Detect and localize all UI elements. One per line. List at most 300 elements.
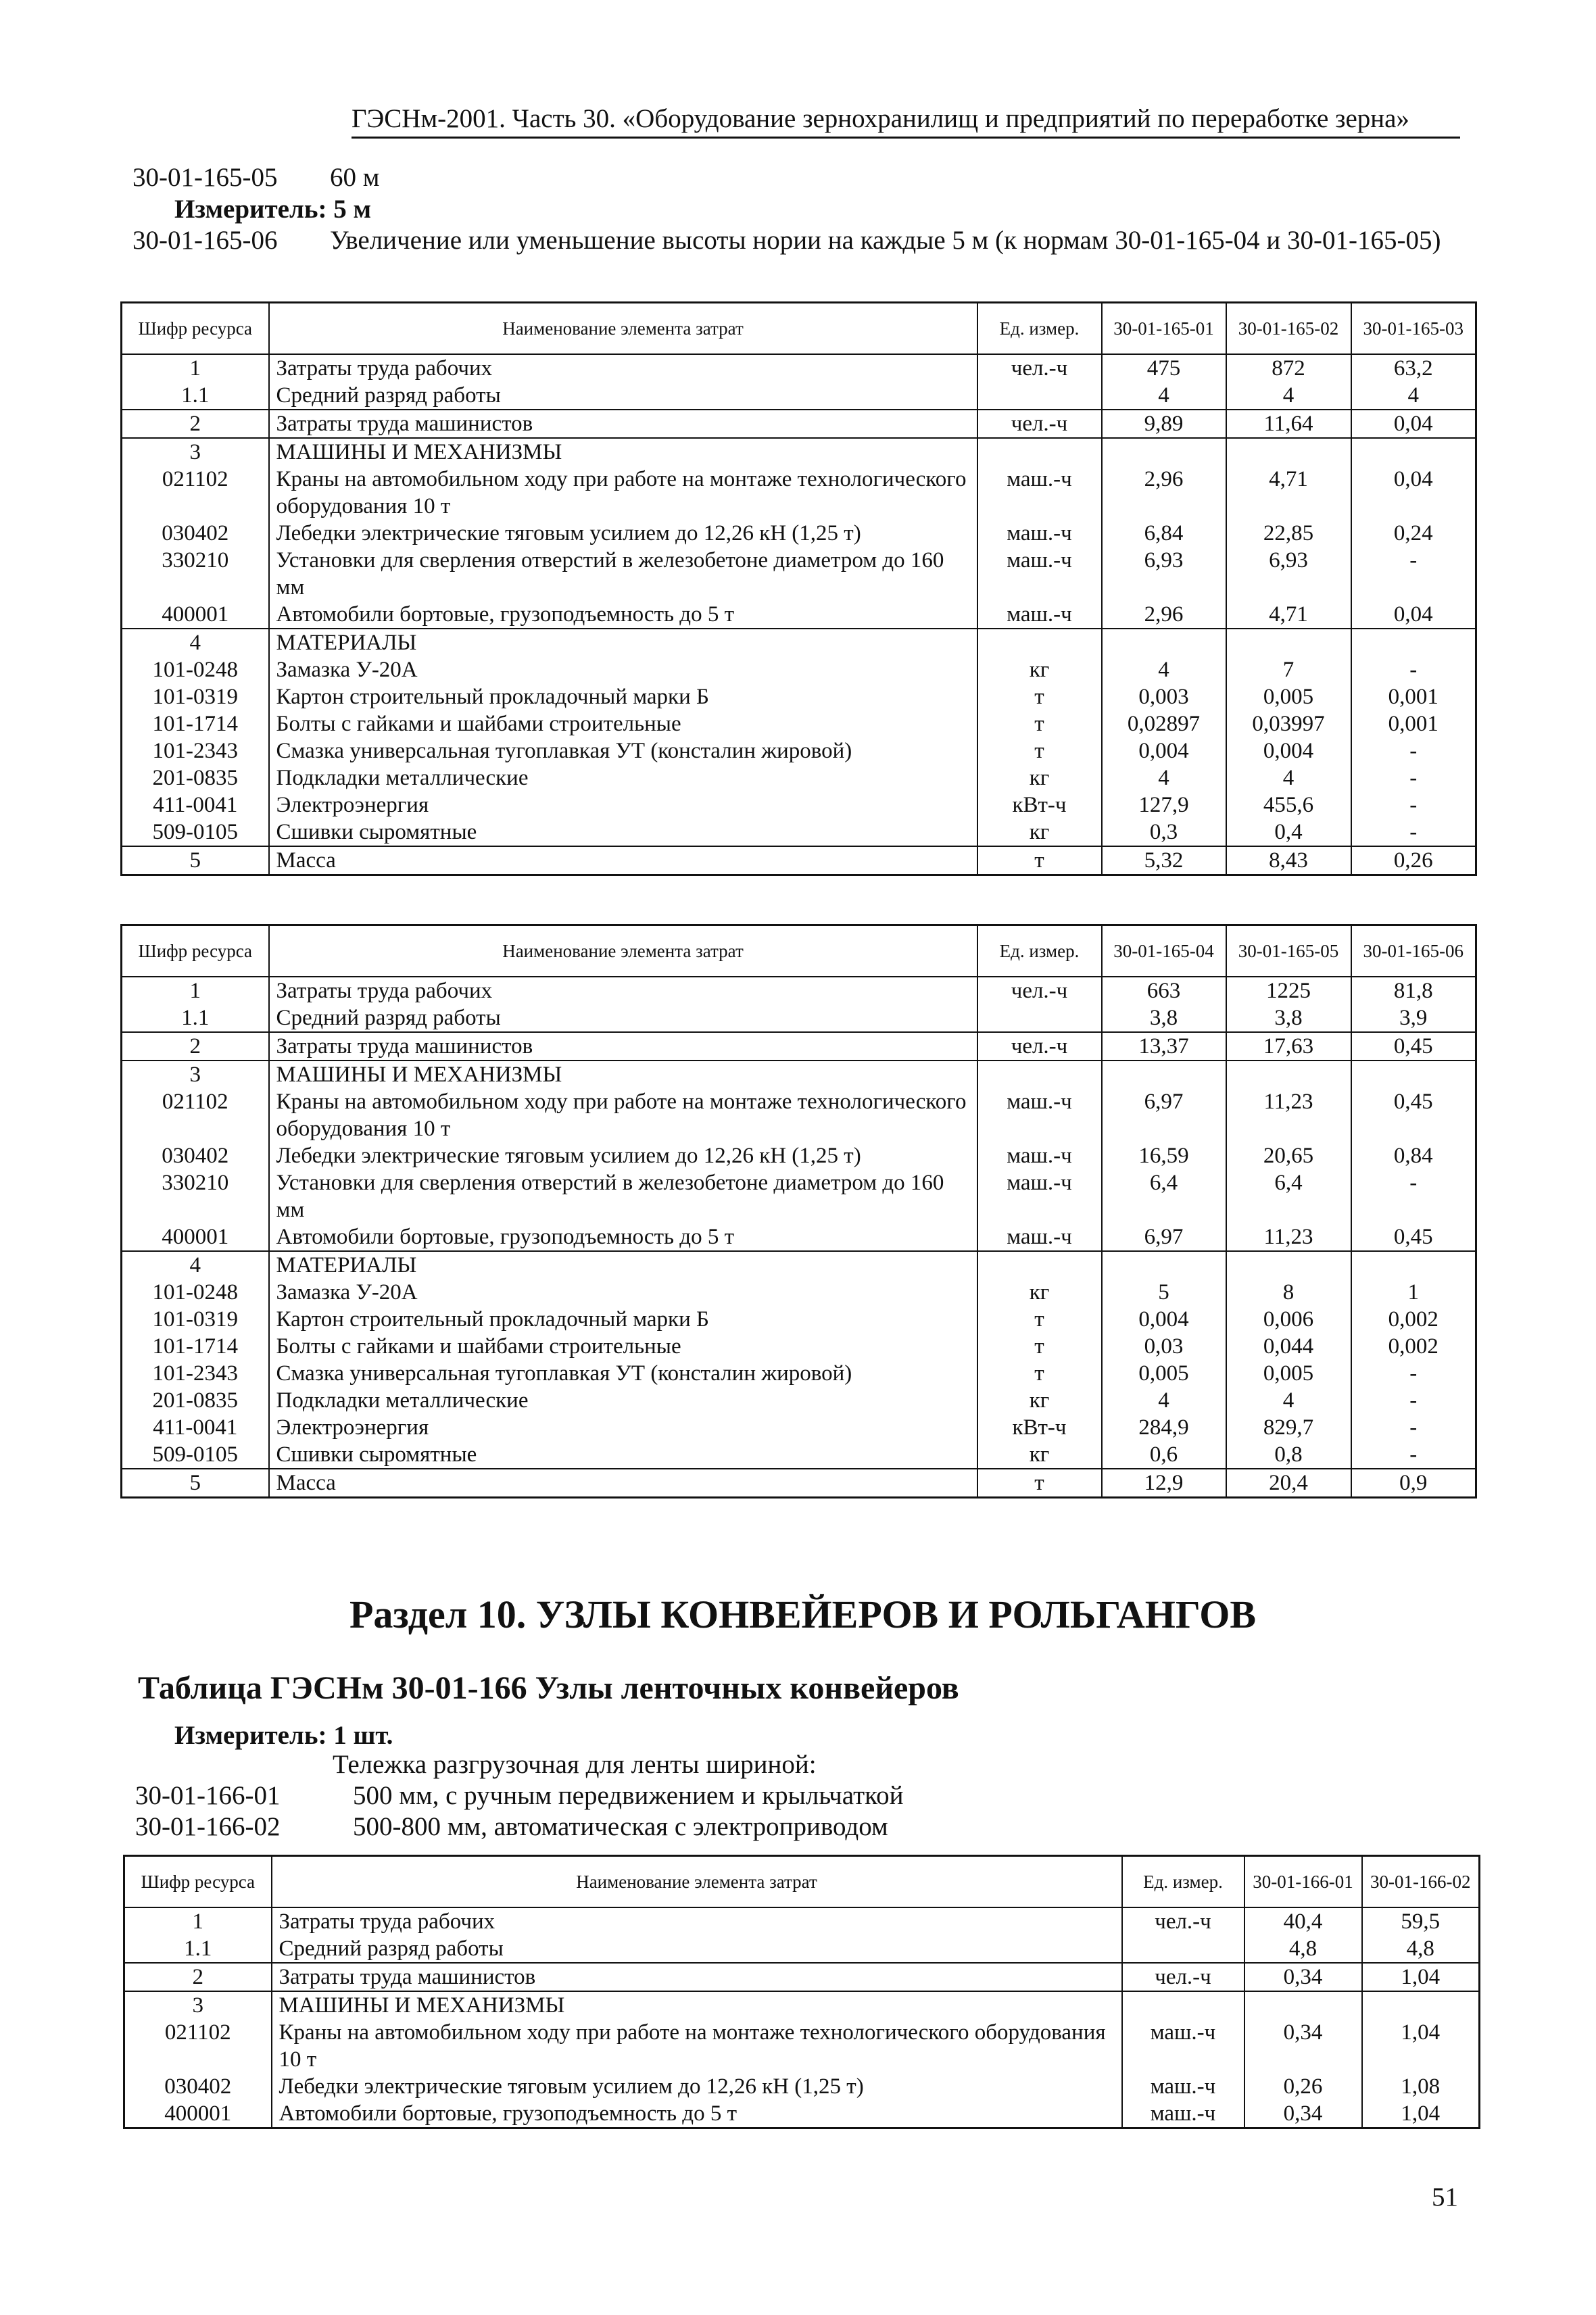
table-row xyxy=(122,601,1476,629)
cell-code: 509-0105 xyxy=(122,819,269,846)
cell-unit xyxy=(977,629,1102,656)
cell-value: 6,4 xyxy=(1102,1169,1226,1223)
cell-name: Затраты труда машинистов xyxy=(272,1963,1122,1991)
table-row xyxy=(122,438,1476,466)
table-row xyxy=(124,1907,1480,1935)
norm-code-166-01: 30-01-166-01 xyxy=(135,1781,281,1810)
cell-value: 6,4 xyxy=(1226,1169,1351,1223)
cell-value: 1 xyxy=(1351,1279,1476,1306)
cell-name: Автомобили бортовые, грузоподъемность до 5 т xyxy=(269,1223,977,1251)
meter-label: Измеритель: 5 м xyxy=(174,195,372,224)
cell-code: 400001 xyxy=(124,2100,272,2128)
cell-value xyxy=(1102,1251,1226,1279)
cell-value: 0,04 xyxy=(1351,466,1476,520)
cell-value xyxy=(1351,438,1476,466)
cell-name: Сшивки сыромятные xyxy=(269,1441,977,1469)
cell-value: 0,005 xyxy=(1226,683,1351,710)
table-row xyxy=(124,1991,1480,2019)
cell-name: Автомобили бортовые, грузоподъемность до 5 т xyxy=(269,601,977,629)
table-row xyxy=(122,520,1476,547)
cell-name: Автомобили бортовые, грузоподъемность до 5 т xyxy=(272,2100,1122,2128)
col-header-code: Шифр ресурса xyxy=(122,925,269,977)
col-header-norm: 30-01-165-02 xyxy=(1226,303,1351,354)
cell-name: МАТЕРИАЛЫ xyxy=(269,629,977,656)
cell-name: Средний разряд работы xyxy=(272,1935,1122,1963)
cell-value: 4 xyxy=(1102,382,1226,410)
col-header-norm: 30-01-166-01 xyxy=(1244,1856,1362,1907)
cell-name: Замазка У-20А xyxy=(269,656,977,683)
cell-name: Затраты труда машинистов xyxy=(269,1032,977,1061)
cell-code: 101-1714 xyxy=(122,710,269,737)
cell-unit: т xyxy=(977,846,1102,875)
cell-value: 1,04 xyxy=(1362,2100,1480,2128)
cell-value: - xyxy=(1351,764,1476,791)
table-row xyxy=(122,629,1476,656)
cell-code: 101-0319 xyxy=(122,1306,269,1333)
cell-code: 021102 xyxy=(124,2019,272,2073)
cell-name: МАШИНЫ И МЕХАНИЗМЫ xyxy=(269,1061,977,1088)
cell-value: 475 xyxy=(1102,354,1226,382)
table-row xyxy=(122,1441,1476,1469)
cell-value: 20,4 xyxy=(1226,1469,1351,1498)
table-row xyxy=(122,737,1476,764)
cell-unit xyxy=(1122,1991,1244,2019)
norm-desc-05: 60 м xyxy=(330,163,380,192)
cell-name: Средний разряд работы xyxy=(269,382,977,410)
cell-value: 0,04 xyxy=(1351,410,1476,438)
table-row xyxy=(122,1333,1476,1360)
cell-code: 101-0248 xyxy=(122,1279,269,1306)
cell-unit: кг xyxy=(977,764,1102,791)
cell-code: 021102 xyxy=(122,1088,269,1142)
cell-value: - xyxy=(1351,1360,1476,1387)
norm-desc-166-01: 500 мм, с ручным передвижением и крыльчаткой xyxy=(353,1781,904,1810)
cell-value: 0,4 xyxy=(1226,819,1351,846)
cell-value: - xyxy=(1351,1414,1476,1441)
cell-name: Затраты труда рабочих xyxy=(272,1907,1122,1935)
cell-value: 829,7 xyxy=(1226,1414,1351,1441)
cell-value: 13,37 xyxy=(1102,1032,1226,1061)
cell-code: 030402 xyxy=(122,520,269,547)
cell-value: 284,9 xyxy=(1102,1414,1226,1441)
cell-value: 0,003 xyxy=(1102,683,1226,710)
cell-value: 7 xyxy=(1226,656,1351,683)
cell-name: Лебедки электрические тяговым усилием до 12,26 кН (1,25 т) xyxy=(272,2073,1122,2100)
cell-unit: маш.-ч xyxy=(977,1169,1102,1223)
table-row xyxy=(122,846,1476,875)
cell-value: 0,34 xyxy=(1244,2019,1362,2073)
table-row xyxy=(122,410,1476,438)
cell-value: 127,9 xyxy=(1102,791,1226,819)
table-row xyxy=(122,791,1476,819)
cell-value: - xyxy=(1351,1441,1476,1469)
cell-value xyxy=(1102,1061,1226,1088)
col-header-name: Наименование элемента затрат xyxy=(269,925,977,977)
cell-unit: чел.-ч xyxy=(977,354,1102,382)
cell-value xyxy=(1102,629,1226,656)
cell-value xyxy=(1102,438,1226,466)
cell-code: 3 xyxy=(122,438,269,466)
cell-unit: маш.-ч xyxy=(977,1223,1102,1251)
cell-name: Картон строительный прокладочный марки Б xyxy=(269,683,977,710)
cell-value: 4 xyxy=(1226,1387,1351,1414)
cell-value: 0,26 xyxy=(1244,2073,1362,2100)
cell-value: 3,9 xyxy=(1351,1004,1476,1032)
cell-unit: маш.-ч xyxy=(977,601,1102,629)
cell-value: 11,23 xyxy=(1226,1088,1351,1142)
cell-name: Средний разряд работы xyxy=(269,1004,977,1032)
cell-value: 455,6 xyxy=(1226,791,1351,819)
cell-unit: кВт-ч xyxy=(977,1414,1102,1441)
cell-code: 1 xyxy=(122,354,269,382)
cell-value: 0,45 xyxy=(1351,1088,1476,1142)
table-row xyxy=(124,1963,1480,1991)
cell-unit: кг xyxy=(977,1387,1102,1414)
cell-name: Краны на автомобильном ходу при работе на монтаже технологического оборудования 10 т xyxy=(269,466,977,520)
cell-unit: чел.-ч xyxy=(1122,1963,1244,1991)
norm-desc-166-02: 500-800 мм, автоматическая с электроприводом xyxy=(353,1812,888,1841)
cell-code: 030402 xyxy=(124,2073,272,2100)
table-row xyxy=(122,466,1476,520)
table-row xyxy=(122,1469,1476,1498)
cell-value: 0,6 xyxy=(1102,1441,1226,1469)
col-header-unit: Ед. измер. xyxy=(977,925,1102,977)
cell-code: 101-2343 xyxy=(122,1360,269,1387)
table-row xyxy=(122,1169,1476,1223)
cell-code: 1.1 xyxy=(122,382,269,410)
cell-value: 2,96 xyxy=(1102,466,1226,520)
cell-code: 101-2343 xyxy=(122,737,269,764)
cell-name: Подкладки металлические xyxy=(269,1387,977,1414)
cell-code: 400001 xyxy=(122,601,269,629)
cell-name: Краны на автомобильном ходу при работе на монтаже технологического оборудования 10 т xyxy=(272,2019,1122,2073)
cell-value: 4,8 xyxy=(1244,1935,1362,1963)
cell-name: Установки для сверления отверстий в железобетоне диаметром до 160 мм xyxy=(269,547,977,601)
cell-value: 0,004 xyxy=(1102,737,1226,764)
cell-unit: т xyxy=(977,1469,1102,1498)
cell-value xyxy=(1226,438,1351,466)
page-header: ГЭСНм-2001. Часть 30. «Оборудование зернохранилищ и предприятий по переработке зерна» xyxy=(352,103,1460,139)
table-row xyxy=(122,354,1476,382)
cell-value: 0,001 xyxy=(1351,710,1476,737)
col-header-norm: 30-01-166-02 xyxy=(1362,1856,1480,1907)
cell-unit: кВт-ч xyxy=(977,791,1102,819)
table-row xyxy=(122,1088,1476,1142)
table-row xyxy=(124,1935,1480,1963)
cell-code: 1.1 xyxy=(124,1935,272,1963)
table-row xyxy=(122,547,1476,601)
cell-value xyxy=(1244,1991,1362,2019)
resource-table-3 xyxy=(123,1855,1480,2129)
cell-value: 0,9 xyxy=(1351,1469,1476,1498)
cell-value: 1,04 xyxy=(1362,1963,1480,1991)
cell-unit: т xyxy=(977,1306,1102,1333)
cell-value: 6,97 xyxy=(1102,1223,1226,1251)
cell-name: Затраты труда рабочих xyxy=(269,354,977,382)
table-row xyxy=(122,1360,1476,1387)
cell-value: 0,45 xyxy=(1351,1223,1476,1251)
cell-value: 0,005 xyxy=(1102,1360,1226,1387)
cell-value: 5 xyxy=(1102,1279,1226,1306)
cell-name: Подкладки металлические xyxy=(269,764,977,791)
cell-value: 4 xyxy=(1226,764,1351,791)
cell-value: 0,24 xyxy=(1351,520,1476,547)
cell-value: 0,3 xyxy=(1102,819,1226,846)
cell-unit: маш.-ч xyxy=(977,520,1102,547)
cell-name: Болты с гайками и шайбами строительные xyxy=(269,1333,977,1360)
table-row xyxy=(122,977,1476,1004)
cell-unit xyxy=(977,438,1102,466)
cell-value xyxy=(1351,629,1476,656)
cell-value: 9,89 xyxy=(1102,410,1226,438)
col-header-norm: 30-01-165-04 xyxy=(1102,925,1226,977)
cell-name: Лебедки электрические тяговым усилием до 12,26 кН (1,25 т) xyxy=(269,1142,977,1169)
cell-name: Затраты труда рабочих xyxy=(269,977,977,1004)
cell-value: 81,8 xyxy=(1351,977,1476,1004)
cell-name: Краны на автомобильном ходу при работе на монтаже технологического оборудования 10 т xyxy=(269,1088,977,1142)
subtitle-166: Тележка разгрузочная для ленты шириной: xyxy=(333,1750,817,1779)
table-row xyxy=(122,1279,1476,1306)
cell-unit: маш.-ч xyxy=(977,1142,1102,1169)
cell-value: 0,006 xyxy=(1226,1306,1351,1333)
cell-value: 16,59 xyxy=(1102,1142,1226,1169)
cell-unit: кг xyxy=(977,656,1102,683)
table-row xyxy=(122,764,1476,791)
cell-value: 59,5 xyxy=(1362,1907,1480,1935)
cell-unit xyxy=(977,1061,1102,1088)
cell-name: МАТЕРИАЛЫ xyxy=(269,1251,977,1279)
cell-value: 0,45 xyxy=(1351,1032,1476,1061)
cell-value: 4 xyxy=(1102,1387,1226,1414)
cell-value: 6,97 xyxy=(1102,1088,1226,1142)
cell-code: 2 xyxy=(122,410,269,438)
cell-value: 8,43 xyxy=(1226,846,1351,875)
cell-value: - xyxy=(1351,737,1476,764)
cell-value: 63,2 xyxy=(1351,354,1476,382)
cell-unit: чел.-ч xyxy=(977,977,1102,1004)
cell-name: Смазка универсальная тугоплавкая УТ (консталин жировой) xyxy=(269,737,977,764)
cell-code: 5 xyxy=(122,846,269,875)
cell-value: - xyxy=(1351,1169,1476,1223)
table-row xyxy=(124,2100,1480,2128)
table-row xyxy=(122,656,1476,683)
cell-unit: маш.-ч xyxy=(977,466,1102,520)
cell-value: 0,02897 xyxy=(1102,710,1226,737)
cell-value: 8 xyxy=(1226,1279,1351,1306)
table-row xyxy=(122,1142,1476,1169)
cell-code: 1 xyxy=(124,1907,272,1935)
cell-unit xyxy=(977,1004,1102,1032)
cell-value: 0,001 xyxy=(1351,683,1476,710)
table-row xyxy=(122,1414,1476,1441)
cell-value xyxy=(1351,1061,1476,1088)
cell-unit: т xyxy=(977,1360,1102,1387)
cell-value: 1225 xyxy=(1226,977,1351,1004)
cell-code: 201-0835 xyxy=(122,1387,269,1414)
table-row xyxy=(122,683,1476,710)
norm-desc-06: Увеличение или уменьшение высоты нории на каждые 5 м (к нормам 30-01-165-04 и 30-01-165-05) xyxy=(330,226,1441,255)
cell-value: 22,85 xyxy=(1226,520,1351,547)
resource-table-1 xyxy=(120,301,1477,876)
cell-unit: чел.-ч xyxy=(1122,1907,1244,1935)
norm-code-166-02: 30-01-166-02 xyxy=(135,1812,281,1841)
cell-code: 101-0319 xyxy=(122,683,269,710)
cell-value: 0,84 xyxy=(1351,1142,1476,1169)
cell-unit: маш.-ч xyxy=(977,547,1102,601)
col-header-unit: Ед. измер. xyxy=(1122,1856,1244,1907)
cell-code: 411-0041 xyxy=(122,791,269,819)
table-row xyxy=(122,1004,1476,1032)
col-header-unit: Ед. измер. xyxy=(977,303,1102,354)
cell-value: 40,4 xyxy=(1244,1907,1362,1935)
cell-name: Масса xyxy=(269,1469,977,1498)
col-header-norm: 30-01-165-03 xyxy=(1351,303,1476,354)
meter-label-166: Измеритель: 1 шт. xyxy=(174,1721,393,1750)
col-header-norm: 30-01-165-06 xyxy=(1351,925,1476,977)
cell-unit: кг xyxy=(977,819,1102,846)
cell-value: 4 xyxy=(1102,656,1226,683)
cell-value: 3,8 xyxy=(1102,1004,1226,1032)
cell-value: 4 xyxy=(1226,382,1351,410)
cell-unit: кг xyxy=(977,1441,1102,1469)
col-header-norm: 30-01-165-01 xyxy=(1102,303,1226,354)
cell-value xyxy=(1226,1251,1351,1279)
col-header-name: Наименование элемента затрат xyxy=(269,303,977,354)
cell-name: Сшивки сыромятные xyxy=(269,819,977,846)
cell-value: 872 xyxy=(1226,354,1351,382)
cell-unit: маш.-ч xyxy=(1122,2100,1244,2128)
cell-value: 0,8 xyxy=(1226,1441,1351,1469)
cell-value: 1,04 xyxy=(1362,2019,1480,2073)
cell-name: Электроэнергия xyxy=(269,1414,977,1441)
cell-name: Болты с гайками и шайбами строительные xyxy=(269,710,977,737)
cell-code: 030402 xyxy=(122,1142,269,1169)
cell-value: 0,04 xyxy=(1351,601,1476,629)
cell-value: 20,65 xyxy=(1226,1142,1351,1169)
cell-value: 4,71 xyxy=(1226,466,1351,520)
page-number: 51 xyxy=(1432,2183,1458,2212)
cell-unit: маш.-ч xyxy=(1122,2019,1244,2073)
cell-name: МАШИНЫ И МЕХАНИЗМЫ xyxy=(269,438,977,466)
table-row xyxy=(122,382,1476,410)
cell-code: 5 xyxy=(122,1469,269,1498)
cell-value: - xyxy=(1351,1387,1476,1414)
cell-code: 101-0248 xyxy=(122,656,269,683)
col-header-norm: 30-01-165-05 xyxy=(1226,925,1351,977)
cell-value: - xyxy=(1351,791,1476,819)
cell-value: 1,08 xyxy=(1362,2073,1480,2100)
cell-name: Картон строительный прокладочный марки Б xyxy=(269,1306,977,1333)
table-row xyxy=(122,1387,1476,1414)
col-header-code: Шифр ресурса xyxy=(122,303,269,354)
table-row xyxy=(122,819,1476,846)
cell-unit: чел.-ч xyxy=(977,410,1102,438)
cell-unit: т xyxy=(977,683,1102,710)
cell-unit: маш.-ч xyxy=(1122,2073,1244,2100)
cell-code: 509-0105 xyxy=(122,1441,269,1469)
cell-code: 330210 xyxy=(122,547,269,601)
cell-unit xyxy=(977,382,1102,410)
cell-value xyxy=(1226,629,1351,656)
cell-code: 101-1714 xyxy=(122,1333,269,1360)
cell-value: 11,23 xyxy=(1226,1223,1351,1251)
cell-value: 4 xyxy=(1351,382,1476,410)
cell-value xyxy=(1226,1061,1351,1088)
col-header-code: Шифр ресурса xyxy=(124,1856,272,1907)
cell-value: 0,044 xyxy=(1226,1333,1351,1360)
cell-name: МАШИНЫ И МЕХАНИЗМЫ xyxy=(272,1991,1122,2019)
cell-name: Масса xyxy=(269,846,977,875)
cell-value: 6,93 xyxy=(1102,547,1226,601)
norm-code-05: 30-01-165-05 xyxy=(132,163,278,192)
cell-unit: маш.-ч xyxy=(977,1088,1102,1142)
cell-value: 0,004 xyxy=(1226,737,1351,764)
cell-value: 2,96 xyxy=(1102,601,1226,629)
table-title: Таблица ГЭСНм 30-01-166 Узлы ленточных конвейеров xyxy=(138,1670,959,1706)
cell-value xyxy=(1351,1251,1476,1279)
cell-value: 11,64 xyxy=(1226,410,1351,438)
table-row xyxy=(122,1223,1476,1251)
cell-code: 411-0041 xyxy=(122,1414,269,1441)
table-row xyxy=(124,2019,1480,2073)
cell-unit: чел.-ч xyxy=(977,1032,1102,1061)
cell-value: 0,34 xyxy=(1244,1963,1362,1991)
cell-code: 1 xyxy=(122,977,269,1004)
cell-value: 3,8 xyxy=(1226,1004,1351,1032)
cell-code: 4 xyxy=(122,1251,269,1279)
cell-value: 5,32 xyxy=(1102,846,1226,875)
cell-code: 2 xyxy=(124,1963,272,1991)
cell-code: 021102 xyxy=(122,466,269,520)
cell-value: 663 xyxy=(1102,977,1226,1004)
cell-value: 0,03997 xyxy=(1226,710,1351,737)
table-row xyxy=(124,2073,1480,2100)
cell-value: - xyxy=(1351,656,1476,683)
cell-code: 1.1 xyxy=(122,1004,269,1032)
cell-unit xyxy=(977,1251,1102,1279)
table-row xyxy=(122,1061,1476,1088)
cell-value: - xyxy=(1351,819,1476,846)
cell-code: 4 xyxy=(122,629,269,656)
cell-value: 6,84 xyxy=(1102,520,1226,547)
cell-value: 4,8 xyxy=(1362,1935,1480,1963)
cell-value: 0,004 xyxy=(1102,1306,1226,1333)
cell-code: 201-0835 xyxy=(122,764,269,791)
cell-value: 0,002 xyxy=(1351,1306,1476,1333)
resource-table-2 xyxy=(120,924,1477,1498)
cell-unit: кг xyxy=(977,1279,1102,1306)
cell-value: 17,63 xyxy=(1226,1032,1351,1061)
cell-value: 0,03 xyxy=(1102,1333,1226,1360)
cell-code: 400001 xyxy=(122,1223,269,1251)
norm-code-06: 30-01-165-06 xyxy=(132,226,278,255)
cell-unit: т xyxy=(977,737,1102,764)
section-title: Раздел 10. УЗЛЫ КОНВЕЙЕРОВ И РОЛЬГАНГОВ xyxy=(349,1592,1257,1636)
cell-code: 3 xyxy=(124,1991,272,2019)
table-row xyxy=(122,1251,1476,1279)
cell-value: 12,9 xyxy=(1102,1469,1226,1498)
cell-value: 4 xyxy=(1102,764,1226,791)
table-row xyxy=(122,1306,1476,1333)
cell-name: Смазка универсальная тугоплавкая УТ (консталин жировой) xyxy=(269,1360,977,1387)
table-row xyxy=(122,710,1476,737)
cell-value: 4,71 xyxy=(1226,601,1351,629)
cell-unit xyxy=(1122,1935,1244,1963)
cell-code: 3 xyxy=(122,1061,269,1088)
cell-value: - xyxy=(1351,547,1476,601)
cell-name: Затраты труда машинистов xyxy=(269,410,977,438)
cell-value: 0,005 xyxy=(1226,1360,1351,1387)
